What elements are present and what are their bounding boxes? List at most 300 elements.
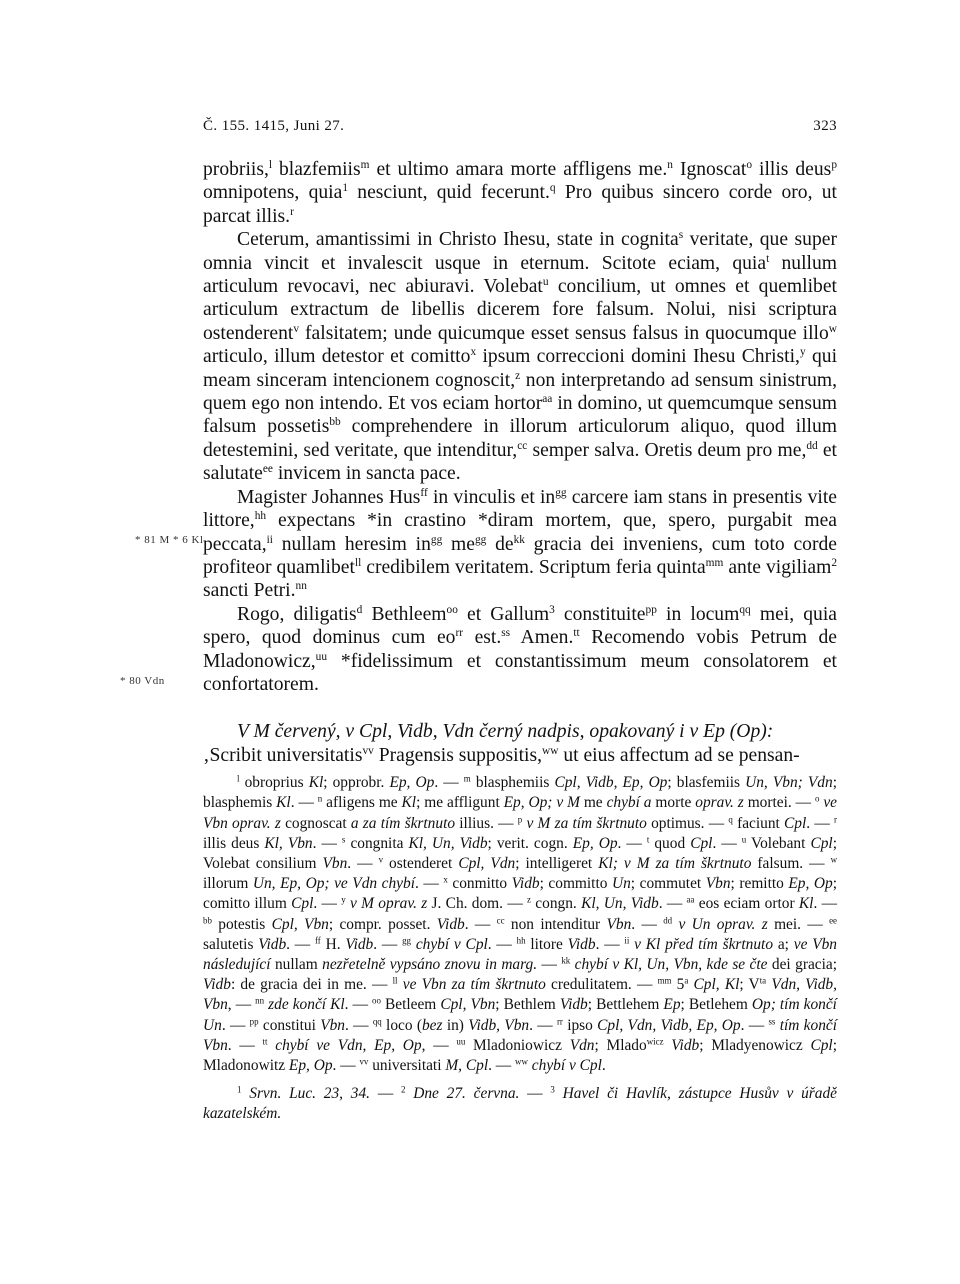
text-run: nullam heresim in xyxy=(272,533,431,555)
footnote-marker: pp xyxy=(249,1016,259,1027)
text-run: Volebant xyxy=(746,834,811,852)
text-run: falsitatem; unde quicumque esset sensus falsus in quocumque illo xyxy=(299,322,829,344)
footnote-marker: uu xyxy=(456,1036,466,1047)
footnote-marker: ww xyxy=(515,1056,528,1067)
running-header xyxy=(203,118,837,140)
footnote-marker: oo xyxy=(372,995,381,1006)
text-run: omnipotens, quia xyxy=(203,182,343,204)
text-run: . — xyxy=(487,935,517,953)
siglum-text: nezřetelně vypsáno znovu in marg. xyxy=(322,955,538,973)
text-run: ipsum correccioni domini Ihesu Christi, xyxy=(476,346,800,368)
footnote-marker: q xyxy=(549,182,556,195)
footnote-marker: 1 xyxy=(342,182,349,195)
text-run: . xyxy=(601,1057,606,1074)
siglum-text: Vbn xyxy=(322,854,348,872)
text-run: . — xyxy=(488,1057,516,1074)
footnote-marker: gg xyxy=(430,533,443,546)
text-run: ; Betlehem xyxy=(680,996,752,1014)
footnote-marker: uu xyxy=(315,650,327,663)
siglum-text: Un, Ep, Op; ve Vdn chybí xyxy=(252,875,415,893)
text-run: . — xyxy=(344,1016,373,1034)
text-run: *fidelissimum et constantissimum meum consolatorem et confortatorem. xyxy=(203,650,837,695)
siglum-text: Op; tím končí Un xyxy=(203,996,837,1034)
footnote-marker: p xyxy=(517,814,523,825)
footnote-marker: n xyxy=(667,158,673,171)
text-run: veritate, que super omnia vincit et invalescit usque in eternum. Scitote eciam, quia xyxy=(203,229,837,274)
text-run: Rogo, diligatis xyxy=(237,603,357,625)
text-run: et salutate xyxy=(203,439,837,485)
siglum-text: Cpl xyxy=(690,834,713,852)
footnote-marker: rr xyxy=(556,1016,563,1027)
text-run: blasphemiis xyxy=(470,774,555,792)
text-run: articulo, illum detestor et comitto xyxy=(203,346,471,368)
siglum-text: Ep, Op xyxy=(288,1057,333,1074)
text-run: ; blasphemis xyxy=(203,774,837,812)
footnote-marker: gg xyxy=(474,533,487,546)
paragraph-5 xyxy=(203,720,837,767)
text-run: 5 xyxy=(671,976,685,994)
text-run: ; compr. posset. xyxy=(328,915,437,933)
siglum-text: ve Vbn oprav. z xyxy=(203,794,838,832)
footnote-marker: z xyxy=(515,369,521,382)
footnote-marker: 3 xyxy=(550,1084,555,1095)
siglum-text: Vidb xyxy=(567,935,596,953)
text-run: conmitto xyxy=(447,875,512,893)
text-run: ; Bettlehem xyxy=(587,996,664,1014)
text-run: salutetis xyxy=(203,935,259,953)
text-run: — xyxy=(537,955,562,973)
text-run: illis deus xyxy=(203,834,265,852)
siglum-text: Cpl xyxy=(784,814,807,832)
text-run: ; blasfemiis xyxy=(667,774,746,792)
text-run: ; Mladonowitz xyxy=(203,1036,837,1074)
text-run: . — xyxy=(414,875,444,893)
text-run: falsum. — xyxy=(751,854,831,872)
footnote-marker: 2 xyxy=(831,556,837,569)
siglum-text: Cpl xyxy=(291,895,314,913)
siglum-text: Ep xyxy=(663,996,681,1014)
text-run: congn. xyxy=(531,895,582,913)
footnote-marker: o xyxy=(746,158,753,171)
paragraph-2 xyxy=(203,228,837,485)
footnote-marker: w xyxy=(830,854,838,865)
footnote-marker: m xyxy=(360,158,370,171)
footnote-marker: o xyxy=(814,793,820,804)
siglum-text: oprav. z xyxy=(695,794,744,812)
siglum-text: Cpl, Vdn, Vidb, Ep, Op xyxy=(597,1016,741,1034)
footnote-marker: l xyxy=(268,158,273,171)
text-run: nesciunt, quid fecerunt. xyxy=(348,182,550,204)
text-run: expectans *in crastino *diram mortem, que, spero, purgabit mea peccata, xyxy=(203,510,837,555)
footnote-marker: s xyxy=(678,229,684,242)
text-run: Bethleem xyxy=(362,603,447,625)
siglum-text: Vbn xyxy=(606,915,632,933)
text-run: non intenditur xyxy=(504,915,607,933)
siglum-text: Kl, Un, Vidb xyxy=(581,895,659,913)
text-run: quod xyxy=(649,834,691,852)
footnote-marker: nn xyxy=(255,995,265,1006)
text-run: probriis, xyxy=(203,159,269,180)
siglum-text: Cpl xyxy=(810,834,833,852)
siglum-text: Vidb xyxy=(436,915,465,933)
footnote-marker: gg xyxy=(402,935,412,946)
text-run: credibilem veritatem. Scriptum feria quinta xyxy=(361,556,706,578)
text-run: litore xyxy=(525,935,568,953)
text-run: blazfemiis xyxy=(272,159,361,180)
text-run: H. xyxy=(320,935,346,953)
text-run xyxy=(555,1085,563,1102)
footnote-marker: aa xyxy=(686,894,695,905)
footnote-marker: 3 xyxy=(549,603,555,616)
text-run: optimus. — xyxy=(646,814,729,832)
text-run: cognoscat xyxy=(280,814,351,832)
footnote-marker: x xyxy=(443,874,448,885)
text-run: Ceterum, amantissimi in Christo Ihesu, state in cognita xyxy=(237,229,679,251)
text-run: nullum articulum revocavi, nec abiuravi. Volebat xyxy=(203,252,838,298)
paragraph-4 xyxy=(203,603,837,697)
siglum-text: Cpl, Vdn xyxy=(458,854,516,872)
text-run: . — xyxy=(286,935,315,953)
text-run: . — xyxy=(813,895,837,913)
footnote-marker: mm xyxy=(705,556,724,569)
text-run: illis deus xyxy=(752,159,832,180)
text-run: nullam xyxy=(270,955,323,973)
footnote-marker: qq xyxy=(739,603,751,616)
text-run: ante vigiliam xyxy=(723,556,832,578)
siglum-text: v M oprav. z xyxy=(350,895,428,913)
footnote-marker: hh xyxy=(254,510,267,523)
text-run: me xyxy=(442,533,475,555)
siglum-text: a za tím škrtnuto xyxy=(350,814,456,832)
text-run: est. xyxy=(463,627,502,649)
footnote-marker: gg xyxy=(555,486,567,499)
text-run: ; Mladyenowicz xyxy=(699,1036,811,1054)
footnote-marker: 2 xyxy=(400,1084,406,1095)
siglum-text: Ep, Op xyxy=(788,875,833,893)
text-run: Ignoscat xyxy=(672,159,747,180)
footnote-marker: rr xyxy=(455,627,464,640)
siglum-text: Kl xyxy=(276,794,291,812)
text-run: . — xyxy=(332,1057,360,1074)
siglum-text: Ep, Op xyxy=(572,834,618,852)
footnote-marker: y xyxy=(799,346,806,359)
footnote-marker: bb xyxy=(329,416,341,429)
siglum-text: v Un oprav. z xyxy=(678,915,768,933)
footnote-marker: m xyxy=(463,773,471,784)
text-run: de xyxy=(486,533,514,555)
text-run: non interpretando ad sensum sinistrum, quem ego non intendo. Et vos eciam hortor xyxy=(203,369,838,415)
text-run: ; verit. cogn. xyxy=(487,834,573,852)
footnote-marker: ee xyxy=(262,463,273,476)
siglum-text: Kl xyxy=(798,895,814,913)
footnote-marker: u xyxy=(542,275,549,288)
siglum-text: Un xyxy=(611,875,631,893)
text-run: in locum xyxy=(656,603,740,625)
footnote-marker: 1 xyxy=(237,1084,242,1095)
footnote-marker: cc xyxy=(496,915,505,926)
text-run: . — xyxy=(373,935,403,953)
footnote-marker: ww xyxy=(542,744,559,757)
footnote-marker: d xyxy=(356,603,363,616)
text-run: ostenderet xyxy=(383,854,459,872)
siglum-text: zde končí Kl xyxy=(268,996,345,1014)
footnote-marker: dd xyxy=(663,915,673,926)
text-run: . — xyxy=(221,1016,250,1034)
footnote-marker: ff xyxy=(420,486,428,499)
footnote-marker: aa xyxy=(542,393,553,406)
text-run: Pro quibus sincero corde oro, ut parcat illis. xyxy=(203,182,837,227)
text-run: sancti Petri. xyxy=(203,580,296,602)
text-run: . — xyxy=(434,774,464,792)
siglum-text: chybí v Cpl xyxy=(531,1057,602,1074)
text-run: universitati xyxy=(368,1057,446,1074)
siglum-text: Vdn, Vidb, Vbn xyxy=(203,976,837,1014)
footnote-marker: ll xyxy=(392,975,398,986)
text-run: Pragensis suppositis, xyxy=(373,744,543,766)
header-left: Č. 155. 1415, Juni 27. xyxy=(203,118,345,134)
text-run: J. Ch. dom. — xyxy=(427,895,528,913)
text-run: ; commutet xyxy=(630,875,706,893)
text-run: ; remitto xyxy=(730,875,789,893)
text-run: Amen. xyxy=(510,627,574,649)
footnote-marker: tt xyxy=(573,627,580,640)
text-run: dei gracia; xyxy=(767,955,837,973)
siglum-text: tím končí Vbn xyxy=(203,1016,838,1054)
text-run: potestis xyxy=(211,915,272,933)
footnote-marker: ii xyxy=(266,533,273,546)
text-run: a; xyxy=(773,935,794,953)
siglum-text: Cpl, Vidb, Ep, Op xyxy=(554,774,668,792)
text-run: in vinculis et in xyxy=(427,486,556,508)
footnote-marker: l xyxy=(237,773,240,784)
footnote-marker: ii xyxy=(624,935,630,946)
text-run: eos eciam ortor xyxy=(694,895,799,913)
text-run: . — xyxy=(595,935,625,953)
siglum-text: Un, Vbn; Vdn xyxy=(745,774,833,792)
footnote-marker: tt xyxy=(262,1036,268,1047)
paragraph-3 xyxy=(203,486,837,603)
siglum-text: chybí a xyxy=(606,794,652,812)
footnote-marker: mm xyxy=(657,975,672,986)
siglum-text: Kl xyxy=(308,774,324,792)
footnote-marker: hh xyxy=(516,935,526,946)
text-run: morte xyxy=(651,794,696,812)
footnote-marker: ee xyxy=(829,915,837,926)
text-run: . — xyxy=(464,915,497,933)
footnote-references xyxy=(203,1084,837,1124)
footnote-marker: x xyxy=(470,346,477,359)
siglum-text: Vbn xyxy=(705,875,731,893)
siglum-text: v Kl před tím škrtnuto xyxy=(634,935,774,953)
heading-note: V M červený, v Cpl, Vidb, Vdn černý nadpis, opakovaný i v Ep (Op): xyxy=(237,721,774,743)
text-run: . — xyxy=(227,1036,263,1054)
text-run: ; V xyxy=(739,976,760,994)
text-run: . — xyxy=(617,834,647,852)
footnote-marker: z xyxy=(527,894,531,905)
text-run: . — xyxy=(344,996,373,1014)
footnote-marker: wicz xyxy=(646,1036,664,1047)
siglum-text: Cpl xyxy=(810,1036,833,1054)
footnotes xyxy=(203,773,837,1124)
footnote-marker: w xyxy=(828,322,837,335)
footnote-marker: t xyxy=(766,252,770,265)
text-run: congnita xyxy=(345,834,409,852)
siglum-text: Kl xyxy=(401,794,417,812)
text-run: credulitatem. — xyxy=(545,976,658,994)
paragraph-1 xyxy=(203,158,837,228)
siglum-text: Cpl, Vbn xyxy=(271,915,329,933)
siglum-text: Havel či Havlík, zástupce Husův v úřadě kazatelském. xyxy=(203,1085,837,1123)
text-run: gracia dei inveniens, cum toto corde profiteor quamlibet xyxy=(203,533,837,578)
text-run: me xyxy=(579,794,607,812)
siglum-text: Cpl, Vbn xyxy=(440,996,496,1014)
siglum-text: Vidb, Vbn xyxy=(468,1016,530,1034)
text-run: . — xyxy=(631,915,664,933)
text-run: et ultimo amara morte affligens me. xyxy=(369,159,668,180)
siglum-text: Vidb xyxy=(559,996,588,1014)
paragraph-5-rest xyxy=(203,745,800,766)
footnote-marker: v xyxy=(293,322,300,335)
footnote-marker: r xyxy=(834,814,837,825)
siglum-text: Vdn xyxy=(569,1036,595,1054)
siglum-text: Vidb xyxy=(258,935,287,953)
siglum-text: Kl, Un, Vidb xyxy=(408,834,488,852)
text-run: loco ( xyxy=(381,1016,422,1034)
siglum-text: bez xyxy=(421,1016,443,1034)
footnote-marker: u xyxy=(741,834,747,845)
footnote-marker: bb xyxy=(203,915,212,926)
footnote-marker: ff xyxy=(315,935,321,946)
text-run: invicem in sancta pace. xyxy=(272,463,461,485)
text-run: constituite xyxy=(554,603,646,625)
siglum-text: Vidb xyxy=(345,935,374,953)
text-run: mei, quia spero, quod dominus cum eo xyxy=(203,603,837,649)
footnote-marker: t xyxy=(646,834,650,845)
footnote-marker: r xyxy=(290,205,294,218)
text-run: ; Volebat consilium xyxy=(203,834,837,872)
footnote-marker: ll xyxy=(354,556,362,569)
footnote-marker: q xyxy=(728,814,733,825)
siglum-text: v M za tím škrtnuto xyxy=(526,814,647,832)
footnote-marker: oo xyxy=(446,603,458,616)
footnote-marker: vv xyxy=(359,1056,369,1067)
siglum-text: M, Cpl xyxy=(445,1057,489,1074)
text-run: . — xyxy=(740,1016,769,1034)
siglum-text: Ep, Op; v M xyxy=(503,794,580,812)
text-run: ; Mlado xyxy=(594,1036,647,1054)
siglum-text: Vidb xyxy=(203,976,231,994)
text-run: ut eius affectum ad se pensan- xyxy=(558,744,800,766)
footnote-marker: ta xyxy=(759,975,767,986)
text-run: . — xyxy=(658,895,687,913)
siglum-text: chybí v Kl, Un, Vbn, kde se čte xyxy=(574,955,768,973)
footnote-marker: s xyxy=(341,834,346,845)
text-run: constitui xyxy=(258,1016,321,1034)
text-run: — xyxy=(370,1085,401,1103)
text-run: comprehendere in illorum articulorum aliquo, quod illum detestemini, sed veritate, que intenditur, xyxy=(203,416,837,461)
footnote-marker: v xyxy=(378,854,384,865)
siglum-text: Kl, Vbn xyxy=(264,834,313,852)
text-run: afligens me xyxy=(322,794,402,812)
siglum-text: Cpl, Kl xyxy=(693,976,740,994)
text-run: mei. — xyxy=(767,915,830,933)
text-run: ; me affligunt xyxy=(416,794,504,812)
text-run: obroprius xyxy=(239,774,309,792)
text-run: Magister Johannes Hus xyxy=(237,486,421,508)
text-run: faciunt xyxy=(732,814,785,832)
text-run: illorum xyxy=(203,875,253,893)
footnote-apparatus xyxy=(203,773,837,1076)
siglum-text: Vbn xyxy=(320,1016,345,1034)
main-text xyxy=(203,158,837,1125)
footnote-marker: kk xyxy=(513,533,525,546)
text-run: ; opprobr. xyxy=(323,774,390,792)
footnote-marker: y xyxy=(341,894,346,905)
text-run: et Gallum xyxy=(457,603,550,625)
footnote-marker: dd xyxy=(806,439,818,452)
footnote-marker: ss xyxy=(768,1016,776,1027)
text-run: Mladoniowicz xyxy=(465,1036,570,1054)
page-number: 323 xyxy=(813,118,837,134)
margin-note-2: * 80 Vdn xyxy=(120,675,165,687)
footnote-marker: p xyxy=(831,158,837,171)
margin-note-1: * 81 M * 6 Kl xyxy=(135,534,204,546)
text-run: . — xyxy=(313,895,342,913)
footnote-marker: a xyxy=(684,975,689,986)
footnote-marker: kk xyxy=(561,955,571,966)
footnote-marker: qq xyxy=(372,1016,382,1027)
text-run: — xyxy=(519,1085,551,1103)
siglum-text: ve Vbn za tím škrtnuto xyxy=(402,976,546,994)
siglum-text: chybí ve Vdn, Ep, Op xyxy=(275,1036,422,1054)
text-run: ; comitto illum xyxy=(203,875,837,913)
text-run: . — xyxy=(712,834,742,852)
footnote-marker: n xyxy=(317,793,323,804)
text-run: Recomendo vobis Petrum de Mladonowicz, xyxy=(203,627,837,672)
text-run: illius. — xyxy=(455,814,518,832)
siglum-text: Dne 27. června. xyxy=(413,1085,520,1103)
text-run: . — xyxy=(312,834,342,852)
siglum-text: Kl; v M za tím škrtnuto xyxy=(598,854,752,872)
text-run: : de gracia dei in me. — xyxy=(230,976,393,994)
text-run: . — xyxy=(290,794,318,812)
footnote-marker: nn xyxy=(295,580,307,593)
text-run: . — xyxy=(529,1016,557,1034)
siglum-text: Ep, Op xyxy=(389,774,435,792)
siglum-text: chybí v Cpl xyxy=(415,935,488,953)
spacer xyxy=(203,696,837,720)
text-run: qui meam sinceram intencionem cognoscit, xyxy=(203,346,838,391)
siglum-text: Srvn. Luc. 23, 34. xyxy=(249,1085,371,1103)
footnote-marker: cc xyxy=(517,439,528,452)
text-run: ; Bethlem xyxy=(495,996,560,1014)
text-run: Betleem xyxy=(380,996,441,1014)
text-run: , — xyxy=(227,996,256,1014)
text-run: . — xyxy=(806,814,834,832)
text-run: ; committo xyxy=(539,875,612,893)
footnote-marker: ss xyxy=(501,627,511,640)
text-run: ipso xyxy=(562,1016,598,1034)
text-run: semper salva. Oretis deum pro me, xyxy=(527,439,807,461)
siglum-text: Vidb xyxy=(511,875,540,893)
text-run: . — xyxy=(347,854,379,872)
text-run: concilium, ut omnes et quemlibet articulum extractum de libellis dicerem fore falsum. Nolui, nisi scriptura ostenderent xyxy=(203,276,837,344)
text-run: mortei. — xyxy=(743,794,815,812)
text-run: in domino, ut quemcumque sensum falsum possetis xyxy=(203,393,837,438)
text-run: carcere iam stans in presentis vite littore, xyxy=(203,486,837,532)
footnote-marker: vv xyxy=(362,744,374,757)
text-run: , — xyxy=(421,1036,457,1054)
